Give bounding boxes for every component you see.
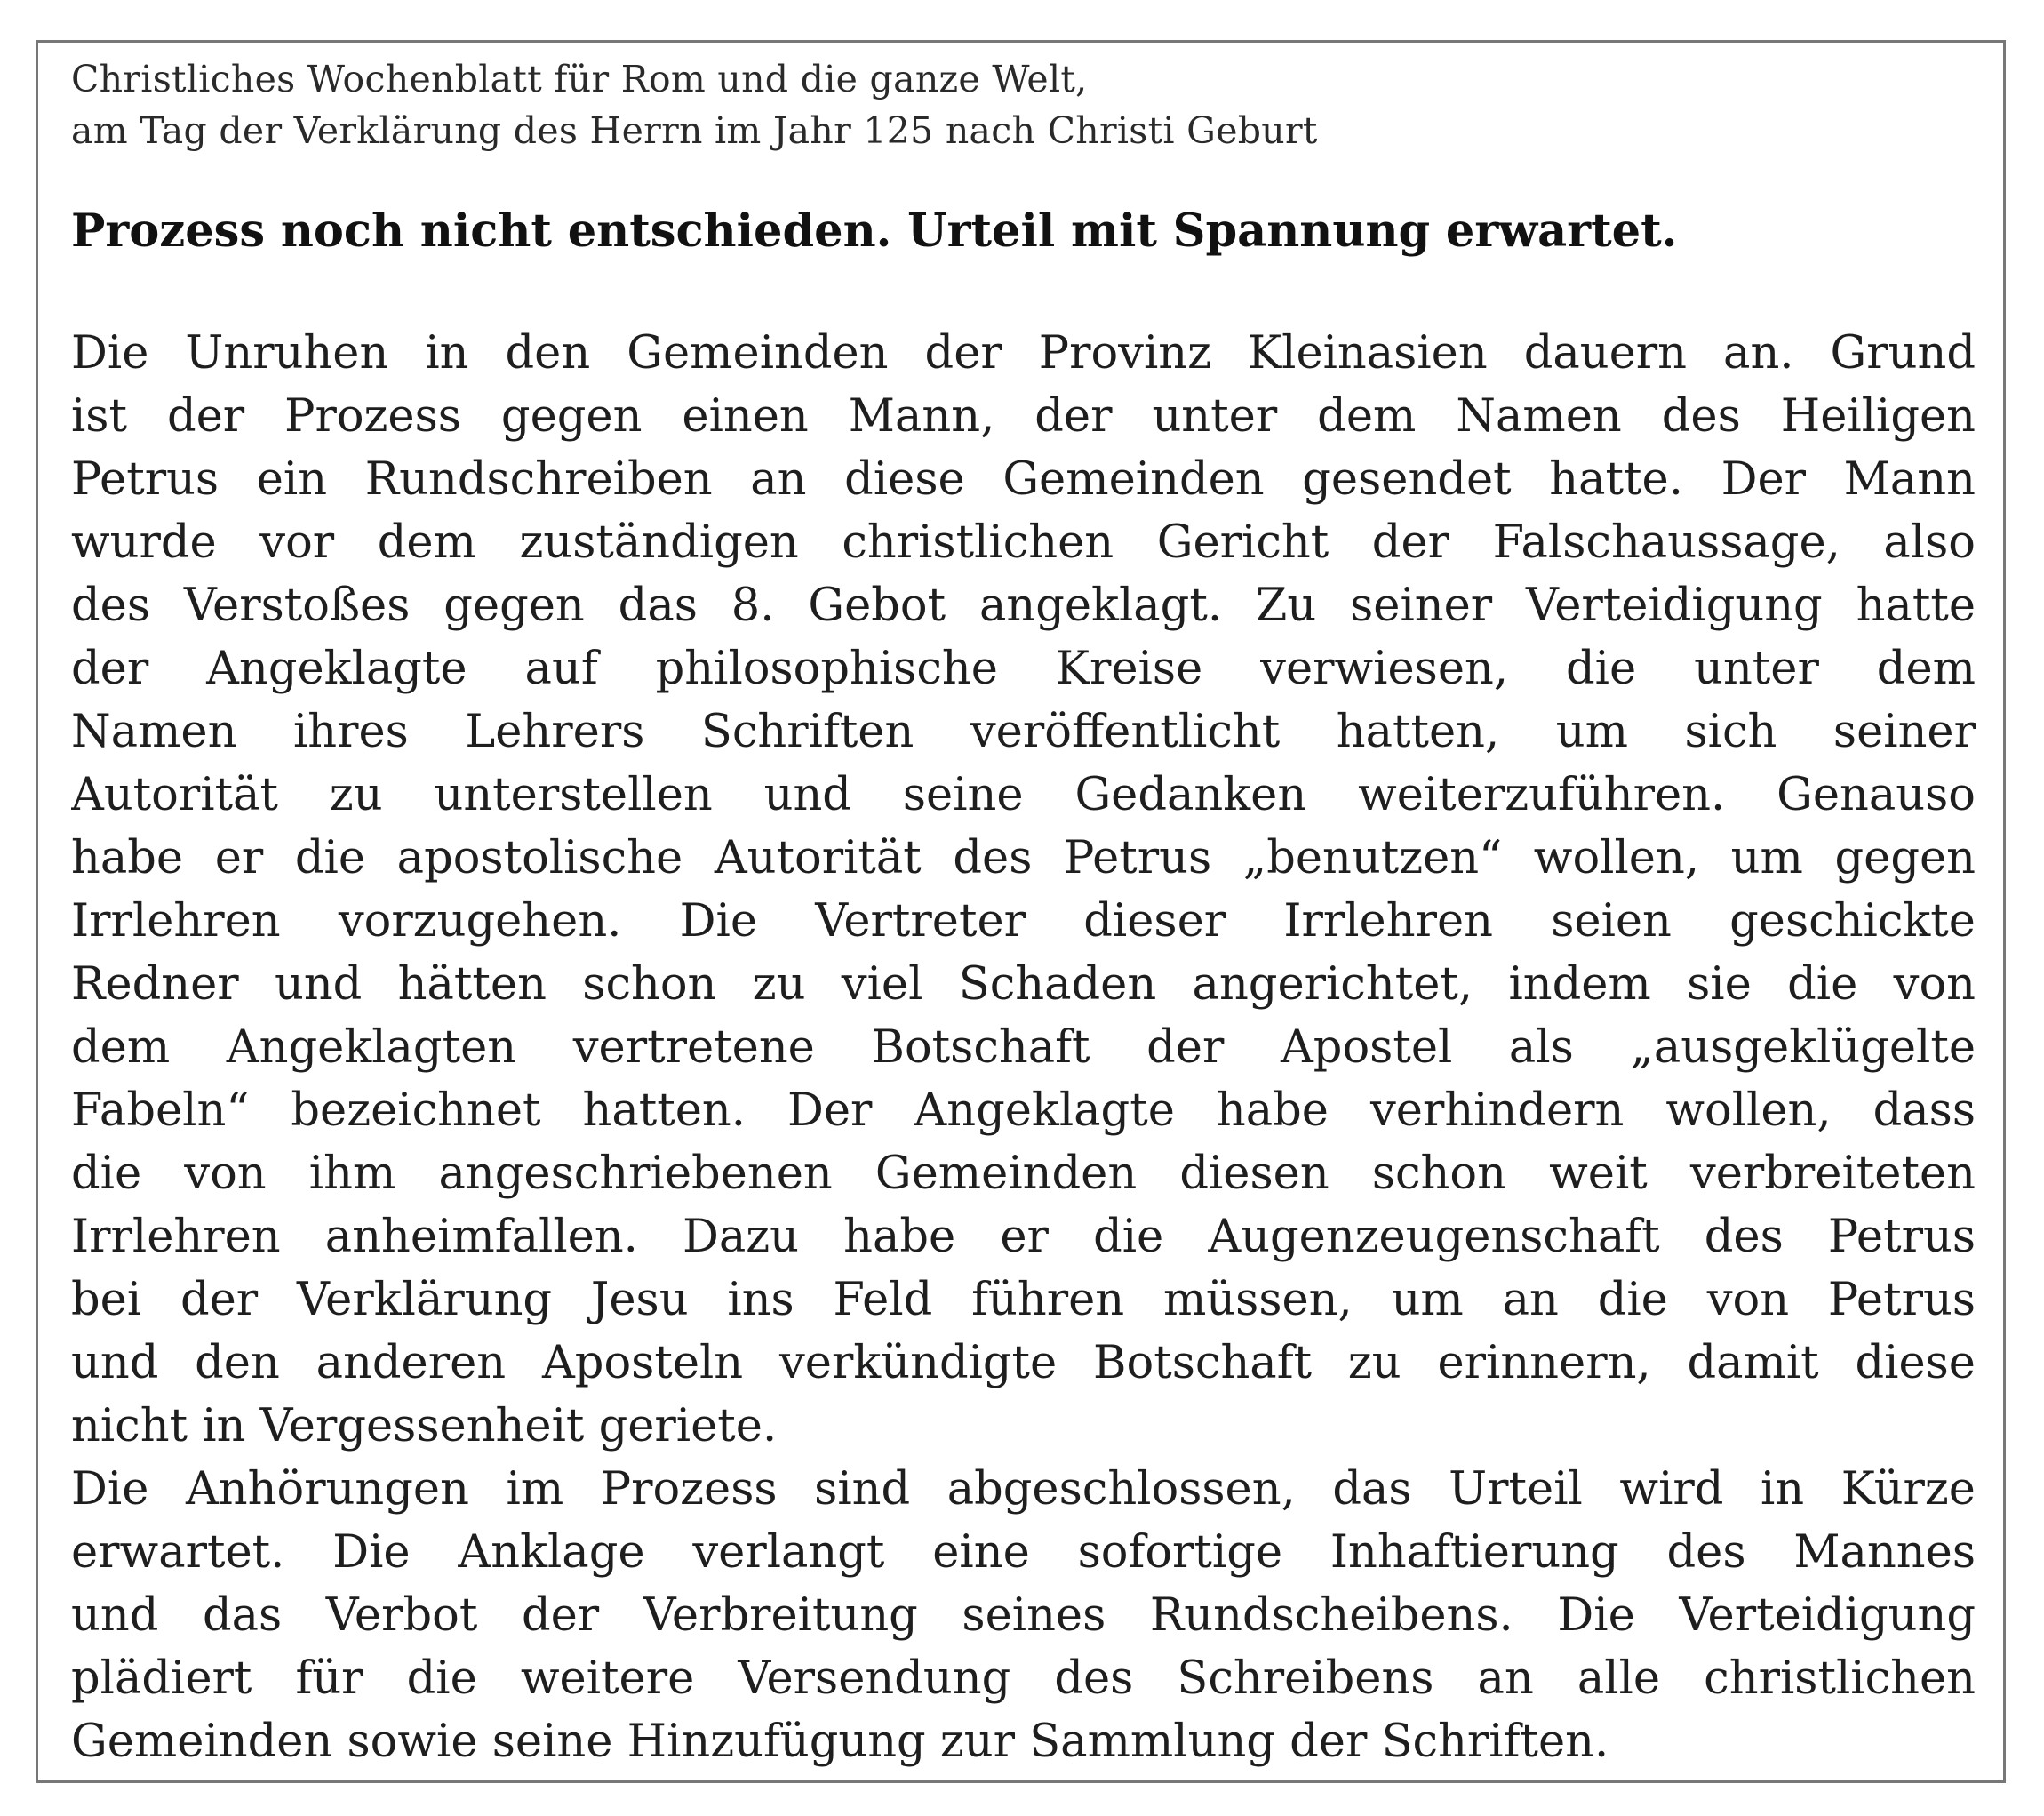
text-line: Namen ihres Lehrers Schriften veröffentlicht hatten, um sich seiner	[71, 706, 1976, 758]
masthead	[71, 53, 1976, 156]
text-line: wurde vor dem zuständigen christlichen Gericht der Falschaussage, also	[71, 516, 1976, 569]
text-line: plädiert für die weitere Versendung des Schreibens an alle christlichen	[71, 1652, 1976, 1705]
text-line: Die Unruhen in den Gemeinden der Provinz Kleinasien dauern an. Grund	[71, 327, 1976, 380]
paragraph-2	[71, 1458, 1976, 1773]
text-line: Die Anhörungen im Prozess sind abgeschlossen, das Urteil wird in Kürze	[71, 1463, 1976, 1516]
text-line: Autorität zu unterstellen und seine Gedanken weiterzuführen. Genauso	[71, 769, 1976, 821]
text-line: Fabeln“ bezeichnet hatten. Der Angeklagte habe verhindern wollen, dass	[71, 1084, 1976, 1137]
paragraph-1	[71, 322, 1976, 1458]
text-line: der Angeklagte auf philosophische Kreise verwiesen, die unter dem	[71, 643, 1976, 695]
text-line: habe er die apostolische Autorität des Petrus „benutzen“ wollen, um gegen	[71, 832, 1976, 884]
masthead-line-2: am Tag der Verklärung des Herrn im Jahr 125 nach Christi Geburt	[71, 109, 1318, 152]
masthead-line-1: Christliches Wochenblatt für Rom und die ganze Welt,	[71, 58, 1088, 100]
text-line: und das Verbot der Verbreitung seines Rundscheibens. Die Verteidigung	[71, 1589, 1976, 1642]
text-line: Irrlehren anheimfallen. Dazu habe er die Augenzeugenschaft des Petrus	[71, 1211, 1976, 1263]
text-line: Gemeinden sowie seine Hinzufügung zur Sammlung der Schriften.	[71, 1716, 1609, 1768]
article-body	[71, 322, 1976, 1773]
text-line: bei der Verklärung Jesu ins Feld führen müssen, um an die von Petrus	[71, 1274, 1976, 1326]
article-content	[71, 53, 1976, 1773]
text-line: Redner und hätten schon zu viel Schaden angerichtet, indem sie die von	[71, 958, 1976, 1011]
text-line: nicht in Vergessenheit geriete.	[71, 1400, 778, 1452]
text-line: die von ihm angeschriebenen Gemeinden diesen schon weit verbreiteten	[71, 1148, 1976, 1200]
article-frame	[36, 40, 2006, 1783]
text-line: erwartet. Die Anklage verlangt eine sofortige Inhaftierung des Mannes	[71, 1526, 1976, 1579]
text-line: Petrus ein Rundschreiben an diese Gemeinden gesendet hatte. Der Mann	[71, 453, 1976, 506]
text-line: des Verstoßes gegen das 8. Gebot angeklagt. Zu seiner Verteidigung hatte	[71, 580, 1976, 632]
text-line: ist der Prozess gegen einen Mann, der unter dem Namen des Heiligen	[71, 390, 1976, 443]
text-line: und den anderen Aposteln verkündigte Botschaft zu erinnern, damit diese	[71, 1337, 1976, 1389]
text-line: dem Angeklagten vertretene Botschaft der Apostel als „ausgeklügelte	[71, 1021, 1976, 1074]
text-line: Irrlehren vorzugehen. Die Vertreter dieser Irrlehren seien geschickte	[71, 895, 1976, 948]
headline: Prozess noch nicht entschieden. Urteil mit Spannung erwartet.	[71, 204, 1678, 258]
